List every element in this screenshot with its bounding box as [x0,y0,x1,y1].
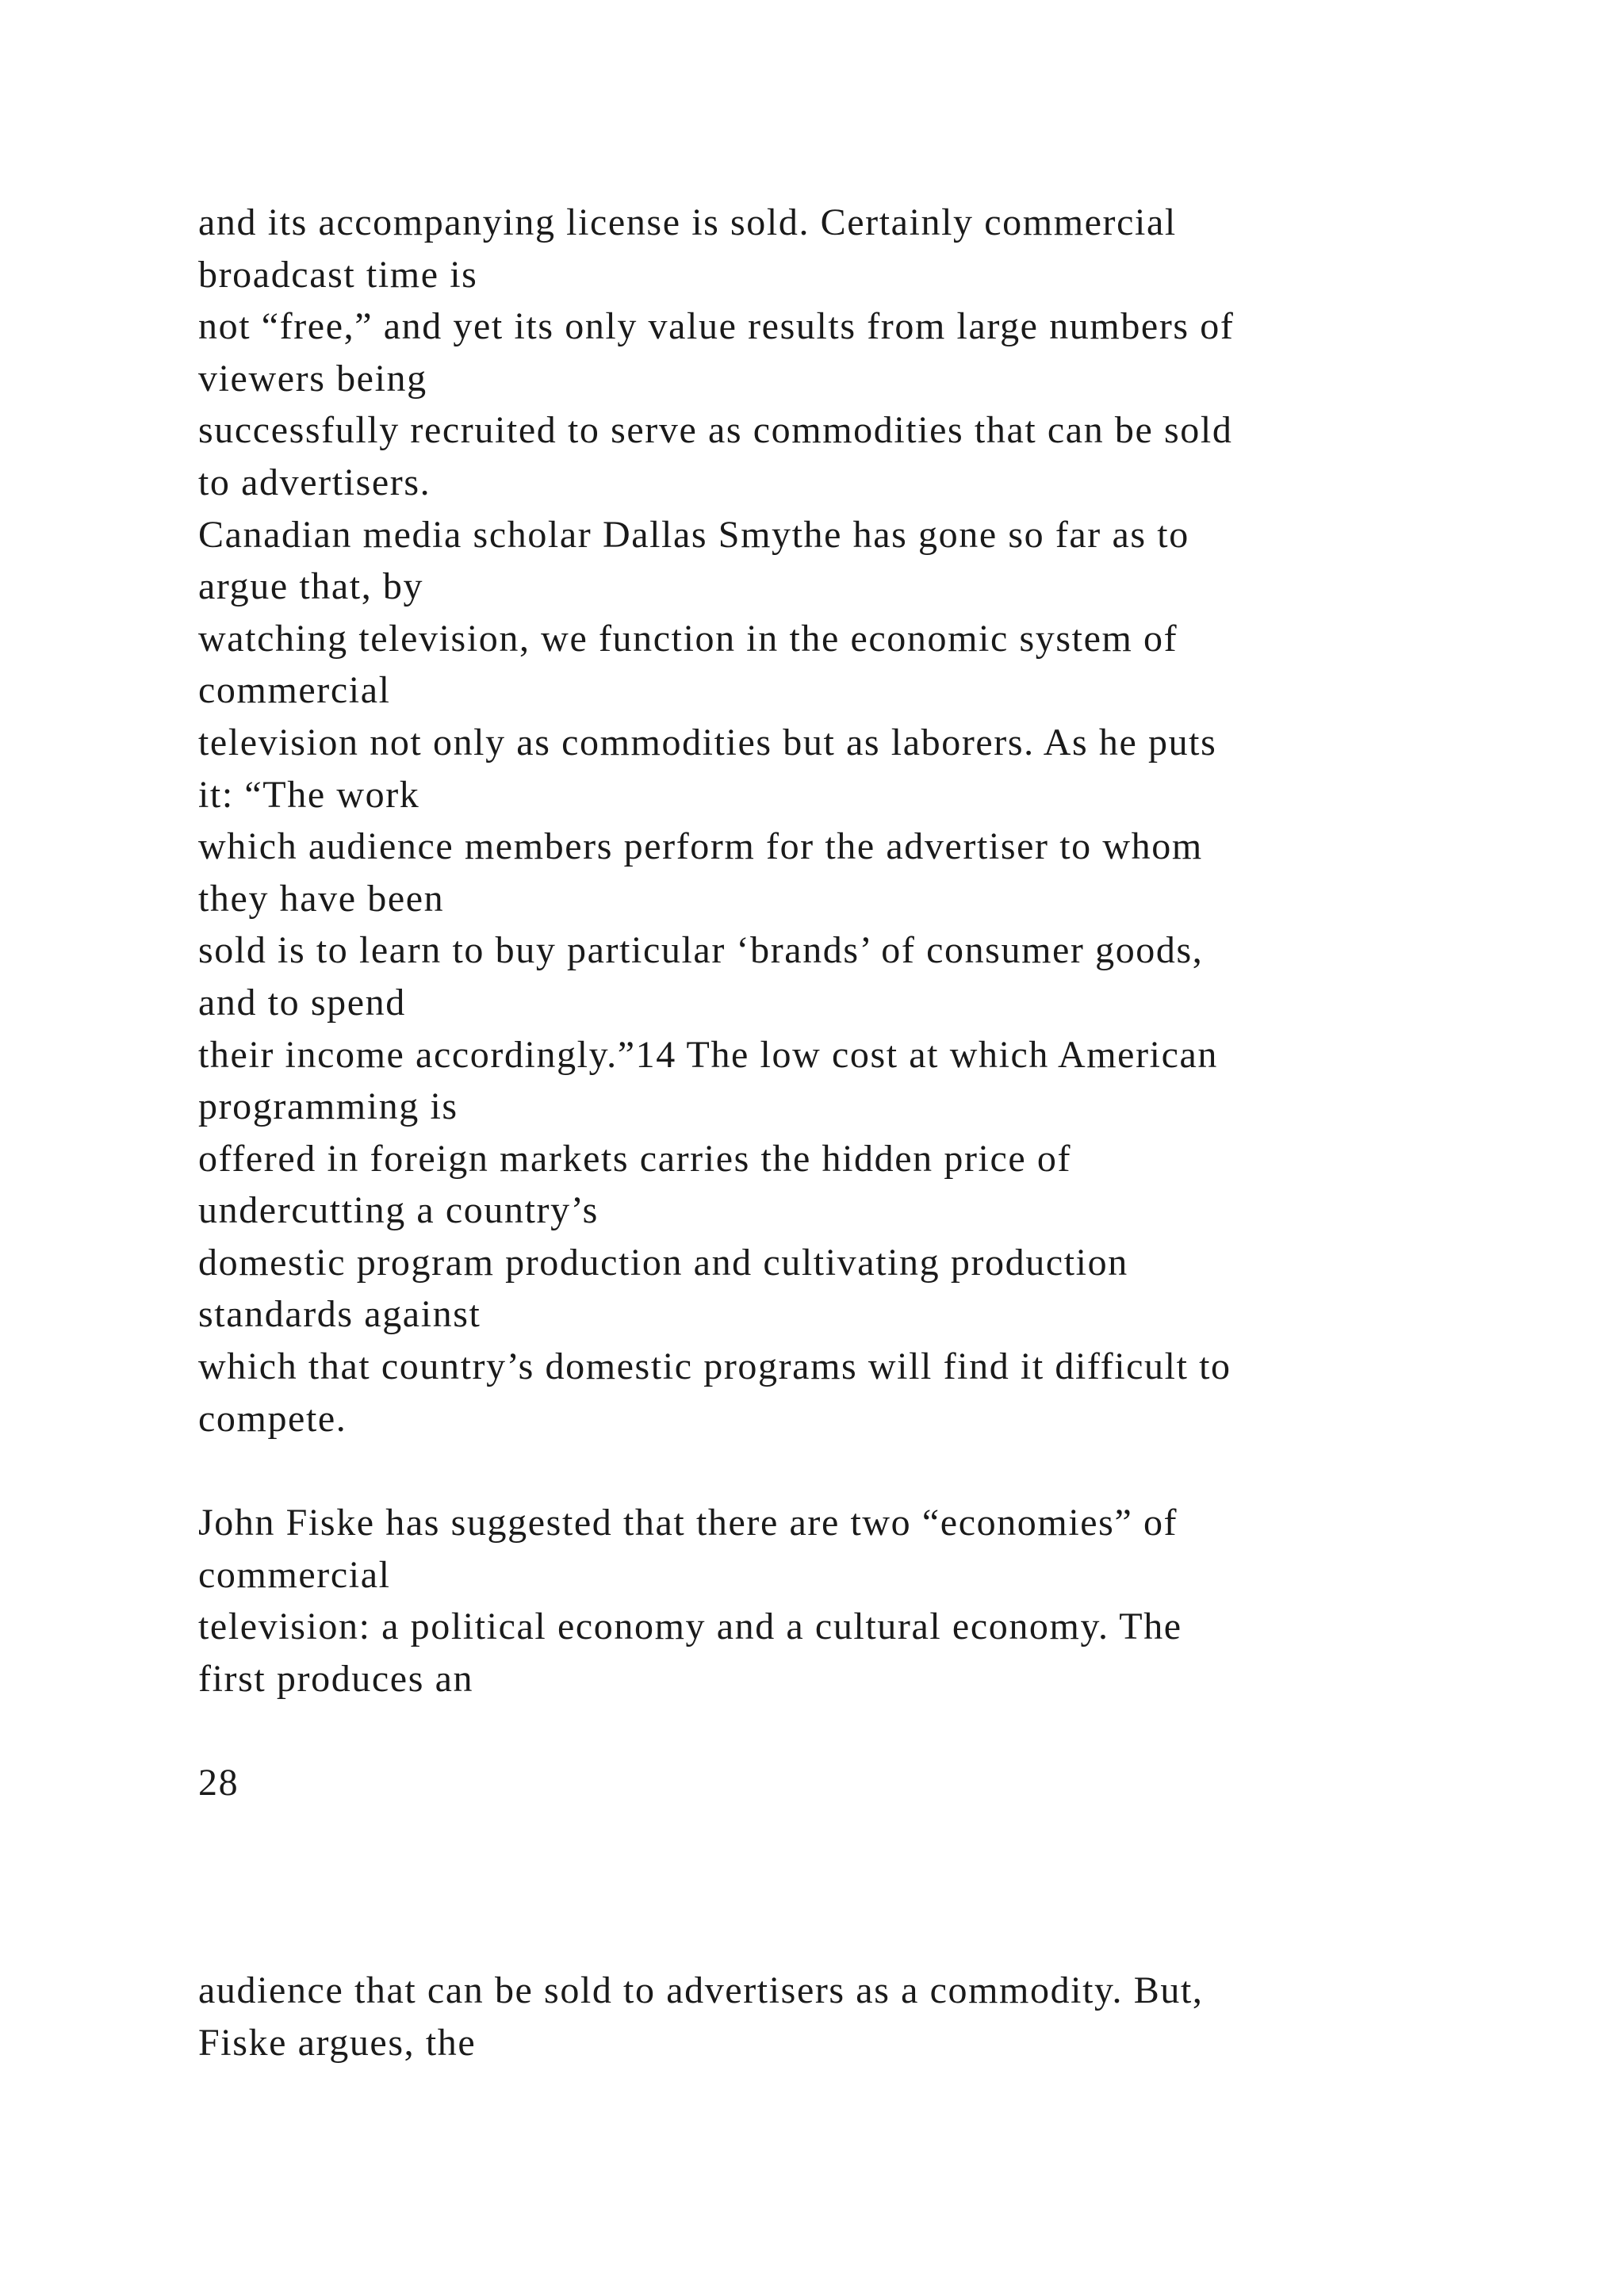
text-line: viewers being [198,357,427,400]
text-line: programming is [198,1085,458,1128]
text-line: offered in foreign markets carries the hidden price of [198,1137,1072,1180]
text-line: Fiske argues, the [198,2021,477,2064]
text-line: television: a political economy and a cultural economy. The [198,1605,1182,1648]
text-line: sold is to learn to buy particular ‘brands’ of consumer goods, [198,929,1204,972]
text-line: audience that can be sold to advertisers as a commodity. But, [198,1969,1204,2011]
text-line: their income accordingly.”14 The low cost at which American [198,1033,1219,1076]
text-line: commercial [198,669,391,712]
text-block-3 [198,1965,1499,2068]
text-line: broadcast time is [198,253,478,296]
page-number-text: 28 [198,1762,239,1804]
text-line: watching television, we function in the economic system of [198,617,1178,660]
text-line: undercutting a country’s [198,1189,599,1232]
text-line: which that country’s domestic programs will find it difficult to [198,1345,1231,1388]
text-line: Canadian media scholar Dallas Smythe has gone so far as to [198,513,1189,556]
text-line: domestic program production and cultivating production [198,1241,1128,1284]
text-line: to advertisers. [198,461,431,503]
text-line: first produces an [198,1657,474,1700]
text-block-2 [198,1497,1499,1705]
text-line: commercial [198,1553,391,1596]
text-line: it: “The work [198,773,420,816]
text-line: standards against [198,1293,481,1336]
text-block-1 [198,197,1499,1445]
text-line: not “free,” and yet its only value results from large numbers of [198,305,1235,348]
text-line: television not only as commodities but as laborers. As he puts [198,721,1217,763]
text-line: successfully recruited to serve as commodities that can be sold [198,409,1233,452]
text-line: and its accompanying license is sold. Certainly commercial [198,201,1177,243]
page-number [198,1757,1499,1809]
text-line: they have been [198,877,445,920]
text-line: which audience members perform for the advertiser to whom [198,825,1203,868]
text-line: and to spend [198,981,406,1024]
text-line: argue that, by [198,565,424,608]
text-line: compete. [198,1397,347,1440]
text-line: John Fiske has suggested that there are two “economies” of [198,1502,1178,1544]
